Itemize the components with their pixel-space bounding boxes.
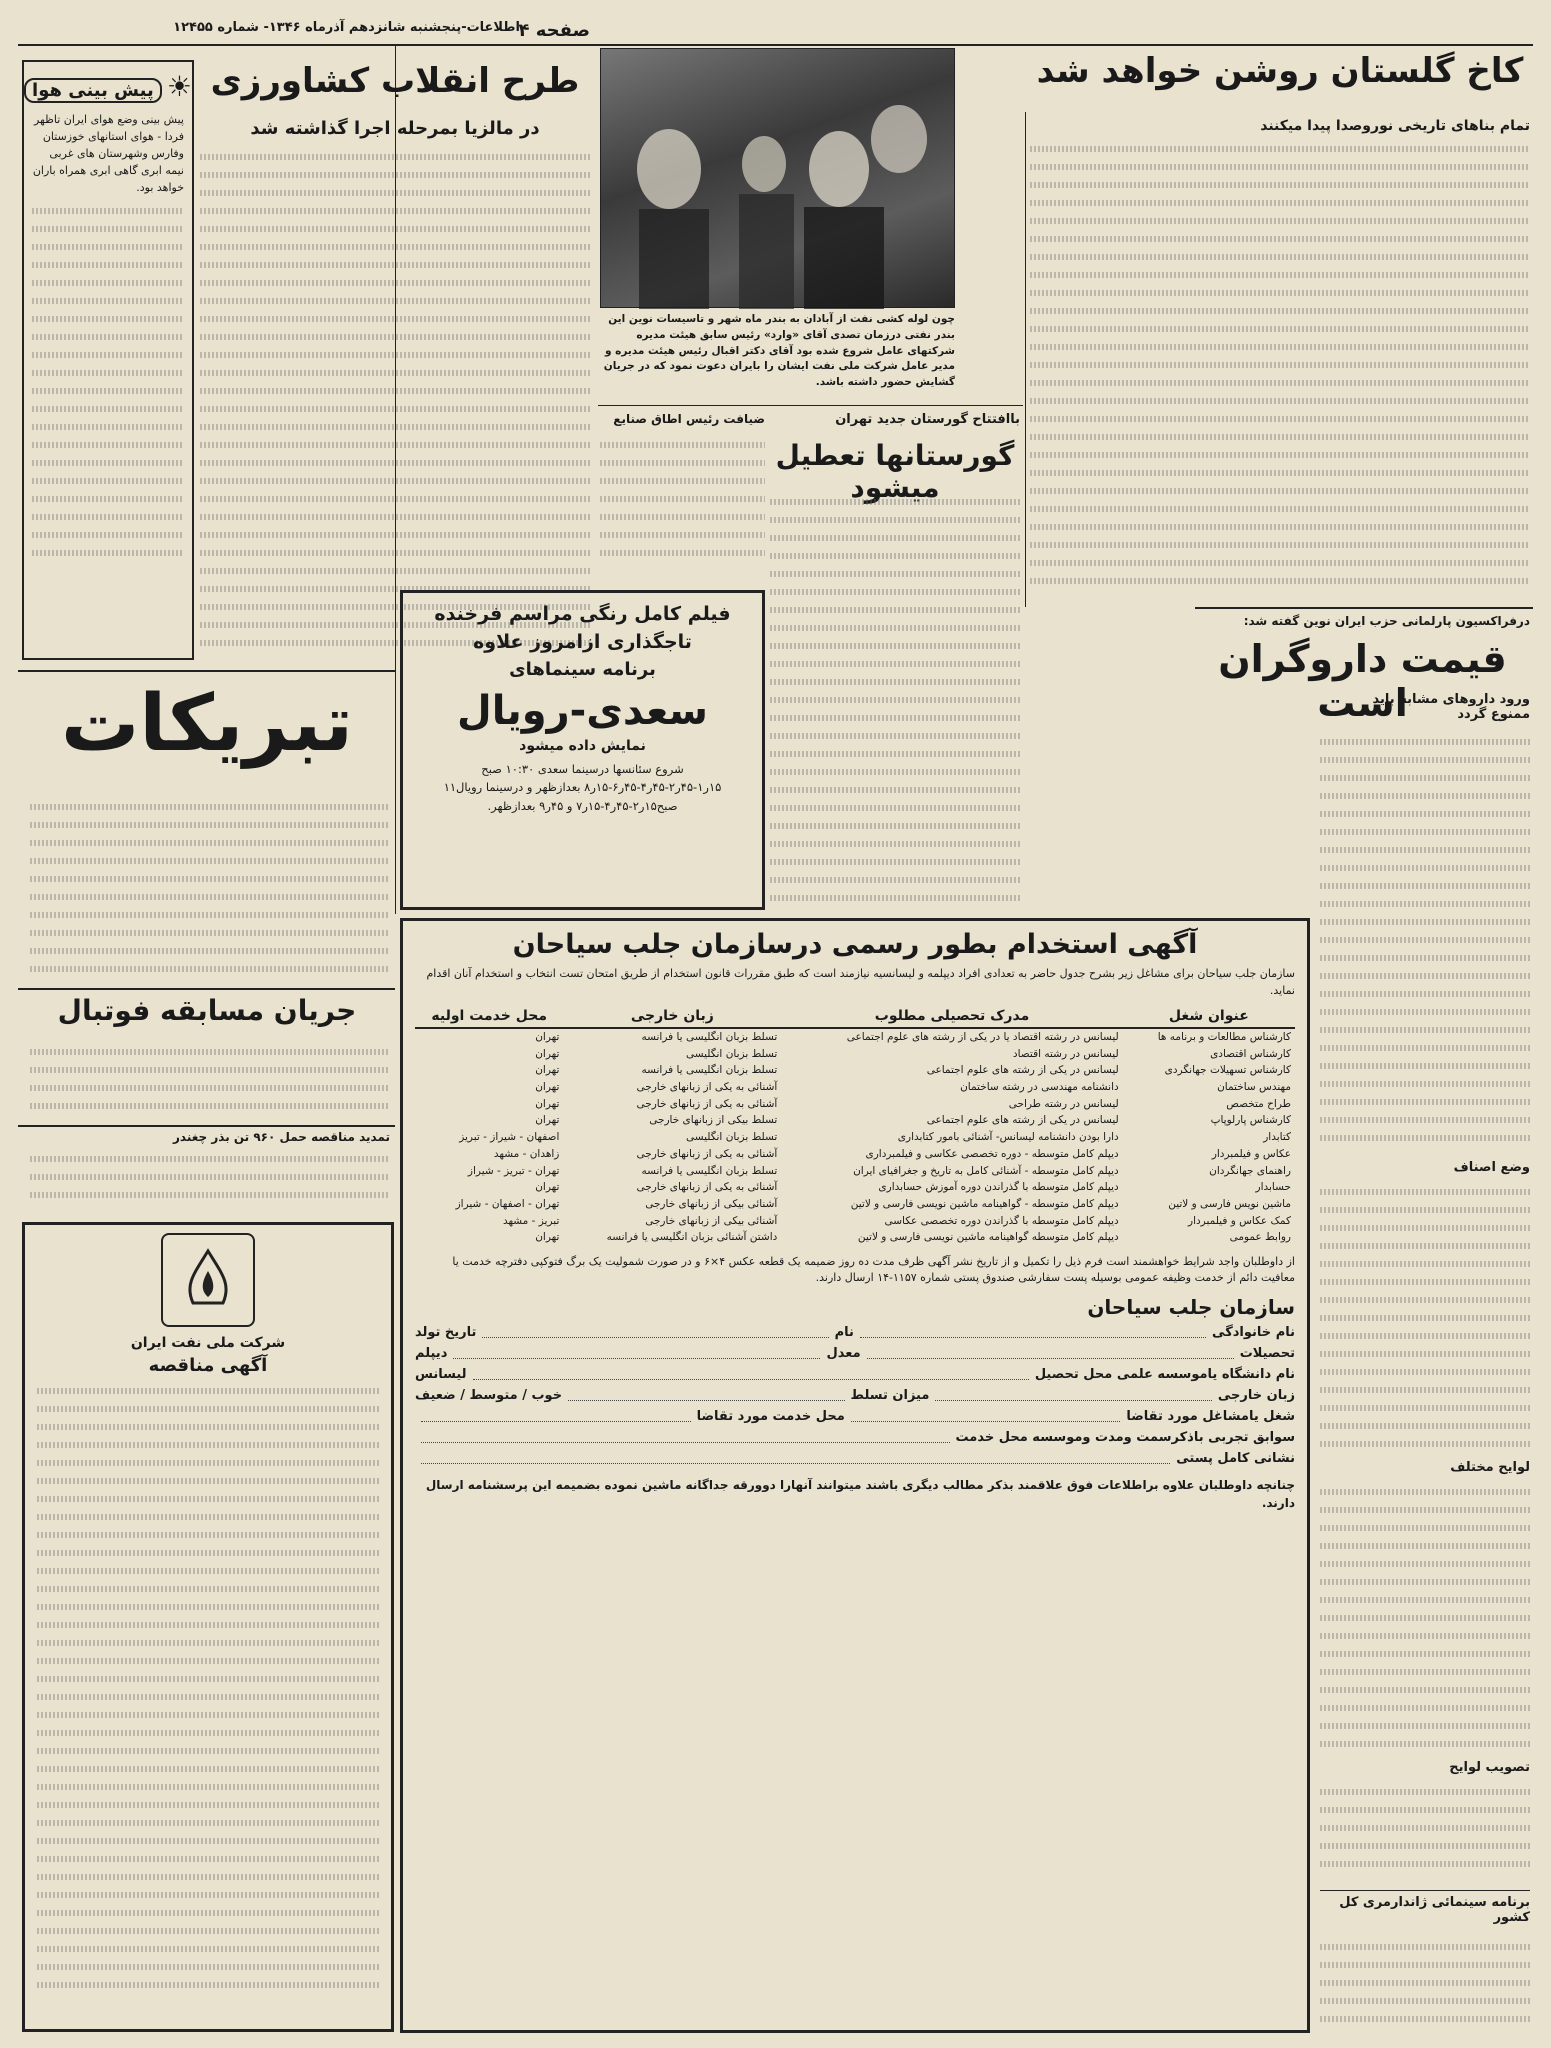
location-cell: اصفهان - شیراز - تبریز <box>459 1131 560 1144</box>
table-row <box>415 1028 1295 1046</box>
table-row <box>415 1163 1295 1180</box>
degree-cell: لیسانس در یکی از رشته های علوم اجتماعی <box>926 1114 1119 1127</box>
cemetery-kicker: باافتتاح گورستان جدید تهران <box>835 412 1020 427</box>
flame-icon <box>173 1245 243 1315</box>
form-label: نام خانوادگی <box>1212 1324 1295 1340</box>
form-blank[interactable] <box>851 1409 1121 1422</box>
approve-section: تصویب لوایح <box>1449 1760 1530 1775</box>
language-cell: آشنائی به یکی از زبانهای خارجی <box>636 1147 778 1160</box>
nioc-logo <box>161 1233 255 1327</box>
table-row <box>415 1129 1295 1146</box>
form-end-label: خوب / متوسط / ضعیف <box>414 1387 563 1403</box>
language-cell: تسلط بزبان انگلیسی یا فرانسه <box>641 1031 778 1043</box>
degree-cell: دیپلم کامل متوسطه با گذراندن دوره آموزش حسابداری <box>878 1181 1119 1194</box>
degree-cell: دانشنامه مهندسی در رشته ساختمان <box>960 1081 1119 1094</box>
location-cell: تهران <box>535 1114 560 1127</box>
tender-heading: آگهی مناقصه <box>148 1355 268 1376</box>
form-blank[interactable] <box>482 1325 828 1338</box>
form-mid-label: معدل <box>826 1345 861 1361</box>
table-row <box>415 1062 1295 1079</box>
form-end-label: دیپلم <box>415 1345 448 1361</box>
recruitment-ad <box>400 918 1310 2033</box>
weather-body <box>32 204 184 584</box>
film-times: شروع سئانسها درسینما سعدی ۱۰:۳۰ صبح ۱۵ر۱-۴۵ر۲-۴۵ر۴-۴۵ر۶-۱۵ر۸ بعدازظهر و درسینما رویال۱۱ صبح۱۵ر۲-۴۵ر۴-۱۵ر۷ و ۴۵ر۹ بعدازظهر. <box>443 762 722 813</box>
col-language: زبان خارجی <box>563 1005 781 1028</box>
location-cell: تهران <box>535 1047 560 1060</box>
cemetery-body <box>770 495 1020 915</box>
job-title-cell: عکاس و فیلمبردار <box>1211 1147 1291 1160</box>
weather-logo <box>24 62 192 103</box>
job-title-cell: کمک عکاس و فیلمبردار <box>1188 1214 1291 1227</box>
palace-subhead: تمام بناهای تاریخی نوروصدا پیدا میکنند <box>1260 118 1530 134</box>
language-cell: تسلط بزبان انگلیسی <box>685 1047 778 1060</box>
form-blank[interactable] <box>473 1367 1029 1380</box>
form-blank[interactable] <box>453 1346 820 1359</box>
reception-body <box>600 438 765 578</box>
job-title-cell: کارشناس پارلوپاپ <box>1210 1114 1291 1127</box>
location-cell: تهران <box>535 1097 560 1110</box>
language-cell: تسلط بیکی از زبانهای خارجی <box>649 1114 778 1127</box>
form-label: نام دانشگاه یاموسسه علمی محل تحصیل <box>1034 1366 1295 1382</box>
agri-body <box>200 150 590 660</box>
language-cell: آشنائی بیکی از زبانهای خارجی <box>645 1197 778 1210</box>
form-label: زبان خارجی <box>1217 1387 1295 1403</box>
film-cinemas: سعدی-رویال <box>457 688 708 734</box>
tender-body <box>37 1384 379 2004</box>
degree-cell: دیپلم کامل متوسطه گواهینامه ماشین نویسی فارسی و لاتین <box>857 1231 1119 1244</box>
language-cell: تسلط بزبان انگلیسی یا فرانسه <box>641 1064 778 1077</box>
degree-cell: دیپلم کامل متوسطه - دوره تخصصی عکاسی و فیلمبرداری <box>865 1147 1119 1160</box>
degree-cell: لیسانس در رشته اقتصاد <box>1012 1047 1119 1060</box>
table-row <box>415 1096 1295 1113</box>
film-line-2: تاجگذاری ازامروز علاوه <box>473 631 692 653</box>
weather-box <box>22 60 194 660</box>
parliament-kicker: درفراکسیون پارلمانی حزب ایران نوین گفته شد: <box>1243 614 1530 628</box>
bills-body <box>1320 1485 1530 1755</box>
form-row <box>415 1325 1295 1340</box>
language-cell: داشتن آشنائی بزبان انگلیسی یا فرانسه <box>606 1231 778 1244</box>
guilds-body <box>1320 1185 1530 1455</box>
palace-article-body <box>1030 142 1530 602</box>
job-title-cell: کارشناس تسهیلات جهانگردی <box>1164 1064 1291 1077</box>
bills-section: لوایح مختلف <box>1450 1460 1530 1475</box>
page-number: صفحه ۴ <box>518 20 590 41</box>
extension-body <box>30 1152 390 1212</box>
form-row <box>415 1430 1295 1445</box>
oil-company-name: شرکت ملی نفت ایران <box>130 1335 286 1351</box>
imports-body <box>1320 735 1530 1155</box>
jobs-table-header <box>415 1005 1295 1028</box>
form-blank[interactable] <box>421 1451 1170 1464</box>
table-row <box>415 1046 1295 1063</box>
form-mid-label: محل خدمت مورد تقاضا <box>696 1408 845 1424</box>
form-row <box>415 1346 1295 1361</box>
approve-body <box>1320 1785 1530 1885</box>
job-title-cell: طراح متخصص <box>1226 1097 1291 1110</box>
job-title-cell: کتابدار <box>1263 1131 1291 1144</box>
football-body <box>30 1045 390 1120</box>
ad-intro: سازمان جلب سیاحان برای مشاغل زیر بشرح جدول حاضر به تعدادی افراد دیپلمه و لیسانسیه نیازمند است که طبق مقررات قانون استخدام از طریق امتحان تست انتخاب و استخدام آنان اقدام نماید. <box>426 967 1295 997</box>
table-row <box>415 1229 1295 1246</box>
film-line-1: فیلم کامل رنگی مراسم فرخنده <box>434 603 731 625</box>
broadcast-section: برنامه سینمائی ژاندارمری کل کشور <box>1339 1895 1530 1925</box>
ad-note: از داوطلبان واجد شرایط خواهشمند است فرم ذیل را تکمیل و از تاریخ نشر آگهی ظرف مدت ده روز ضمیمه یک قطعه عکس ۴×۶ و در صورت شمولیت یک برگ فتوکپی دفترچه خدمت یا معافیت دائم از خدمت وظیفه عمومی بوسیله پست سفارشی صندوق پستی شماره ۱۱۵۷-۱۴ ارسال دارند. <box>452 1254 1295 1285</box>
news-photo <box>600 48 955 308</box>
location-cell: تهران - تبریز - شیراز <box>467 1164 560 1177</box>
table-row <box>415 1196 1295 1213</box>
table-row <box>415 1213 1295 1230</box>
agri-subhead: در مالزیا بمرحله اجرا گذاشته شد <box>250 118 540 139</box>
tabrikat-body <box>30 800 390 980</box>
degree-cell: دیپلم کامل متوسطه با گذراندن دوره تخصصی عکاسی <box>884 1214 1119 1227</box>
degree-cell: لیسانس در رشته طراحی <box>1008 1097 1119 1110</box>
tender-box <box>22 1222 394 2032</box>
agri-headline: طرح انقلاب کشاورزی <box>210 61 580 101</box>
table-row <box>415 1179 1295 1196</box>
form-mid-label: نام <box>834 1324 854 1340</box>
tabrikat-heading: تبریکات <box>61 679 353 769</box>
extension-title: تمدید مناقصه حمل ۹۶۰ تن بذر چغندر <box>173 1130 390 1144</box>
cemetery-headline: گورستانها تعطیل میشود <box>775 439 1015 505</box>
football-headline: جریان مسابقه فوتبال <box>57 994 357 1027</box>
col-location: محل خدمت اولیه <box>415 1005 563 1028</box>
location-cell: تهران <box>535 1064 560 1077</box>
form-label: نشانی کامل پستی <box>1176 1450 1295 1466</box>
sun-icon: ☀ <box>166 70 192 103</box>
form-blank[interactable] <box>935 1388 1211 1401</box>
job-title-cell: کارشناس مطالعات و برنامه ها <box>1157 1031 1291 1043</box>
col-job-title: عنوان شغل <box>1123 1005 1295 1028</box>
degree-cell: دارا بودن دانشنامه لیسانس- آشنائی بامور کتابداری <box>897 1131 1119 1144</box>
weather-logo-text: پیش بینی هوا <box>24 78 162 103</box>
palace-headline: کاخ گلستان روشن خواهد شد <box>1036 51 1524 91</box>
parliament-headline: قیمت داروگران است <box>1218 637 1507 725</box>
guilds-section: وضع اصناف <box>1453 1160 1530 1175</box>
application-form <box>415 1325 1295 1466</box>
film-ad <box>400 590 765 910</box>
form-blank[interactable] <box>860 1325 1206 1338</box>
form-row <box>415 1409 1295 1424</box>
job-title-cell: کارشناس اقتصادی <box>1210 1047 1291 1060</box>
masthead: اطلاعات-پنجشنبه شانزدهم آذرماه ۱۳۴۶- شماره ۱۲۴۵۵ <box>173 20 520 35</box>
form-blank[interactable] <box>421 1430 950 1443</box>
location-cell: تبریز - مشهد <box>502 1214 560 1227</box>
ad-footer: چنانچه داوطلبان علاوه براطلاعات فوق علاقمند بذکر مطالب دیگری باشند میتوانند آنهارا دوورقه جداگانه ماشین نموده بضمیمه این پرسشنامه ارسال دارند. <box>425 1477 1295 1510</box>
form-row <box>415 1367 1295 1382</box>
location-cell: تهران <box>535 1181 560 1194</box>
degree-cell: لیسانس در رشته اقتصاد یا در یکی از رشته های علوم اجتماعی <box>846 1031 1119 1043</box>
form-blank[interactable] <box>867 1346 1234 1359</box>
imports-section: ورود داروهای مشابه باید ممنوع گردد <box>1372 692 1530 722</box>
degree-cell: لیسانس در یکی از رشته های علوم اجتماعی <box>926 1064 1119 1077</box>
form-mid-label: میزان تسلط <box>850 1387 930 1403</box>
language-cell: آشنائی به یکی از زبانهای خارجی <box>636 1097 778 1110</box>
location-cell: تهران <box>535 1231 560 1244</box>
location-cell: تهران <box>535 1081 560 1094</box>
broadcast-body <box>1320 1940 1530 2035</box>
language-cell: آشنائی به یکی از زبانهای خارجی <box>636 1181 778 1194</box>
table-row <box>415 1146 1295 1163</box>
form-blank[interactable] <box>568 1388 844 1401</box>
table-row <box>415 1079 1295 1096</box>
film-line-3: برنامه سینماهای <box>509 659 656 680</box>
location-cell: تهران <box>535 1031 560 1043</box>
news-photo-figures <box>599 49 954 309</box>
ad-title: آگهی استخدام بطور رسمی درسازمان جلب سیاحان <box>512 929 1198 960</box>
language-cell: تسلط بزبان انگلیسی <box>685 1131 778 1144</box>
degree-cell: دیپلم کامل متوسطه - آشنائی کامل به تاریخ و جغرافیای ایران <box>853 1164 1119 1177</box>
form-blank[interactable] <box>421 1409 691 1422</box>
table-row <box>415 1112 1295 1129</box>
form-label: سوابق تجربی باذکرسمت ومدت وموسسه محل خدمت <box>955 1429 1295 1445</box>
job-title-cell: ماشین نویس فارسی و لاتین <box>1168 1197 1291 1210</box>
job-title-cell: حسابدار <box>1255 1181 1291 1194</box>
form-end-label: تاریخ تولد <box>414 1324 477 1340</box>
photo-caption: چون لوله کشی نفت از آبادان به بندر ماه شهر و تاسیسات نوین این بندر نفتی درزمان تصدی آقای «وارد» رئیس سابق هیئت مدیره شرکتهای عامل شروع شده بود آقای دکتر اقبال رئیس هیئت مدیره و مدیر عامل شرکت ملی نفت ایشان را بایران دعوت نمود که در جریان گشایش حضور داشته باشد. <box>603 313 955 388</box>
form-row <box>415 1451 1295 1466</box>
film-show: نمایش داده میشود <box>519 738 646 754</box>
language-cell: آشنائی به یکی از زبانهای خارجی <box>636 1081 778 1094</box>
jobs-table <box>415 1005 1295 1246</box>
job-title-cell: روابط عمومی <box>1229 1231 1291 1244</box>
form-label: شغل یامشاغل مورد تقاضا <box>1126 1408 1295 1424</box>
location-cell: تهران - اصفهان - شیراز <box>455 1197 560 1210</box>
form-label: تحصیلات <box>1239 1345 1295 1361</box>
weather-text: پیش بینی وضع هوای ایران تاظهر فردا - هوای استانهای خوزستان وفارس وشهرستان های غربی نیمه ابری گاهی ابری همراه باران خواهد بود. <box>32 113 184 195</box>
degree-cell: دیپلم کامل متوسطه - گواهینامه ماشین نویسی فارسی و لاتین <box>850 1197 1119 1210</box>
language-cell: تسلط بزبان انگلیسی یا فرانسه <box>641 1164 778 1177</box>
language-cell: آشنائی بیکی از زبانهای خارجی <box>645 1214 778 1227</box>
job-title-cell: راهنمای جهانگردان <box>1209 1164 1291 1177</box>
col-degree: مدرک تحصیلی مطلوب <box>781 1005 1122 1028</box>
reception-title: ضیافت رئیس اطاق صنایع <box>613 412 765 426</box>
job-title-cell: مهندس ساختمان <box>1217 1081 1291 1094</box>
ad-org: سازمان جلب سیاحان <box>1087 1294 1295 1319</box>
form-row <box>415 1388 1295 1403</box>
location-cell: زاهدان - مشهد <box>493 1147 560 1160</box>
form-end-label: لیسانس <box>415 1366 467 1382</box>
